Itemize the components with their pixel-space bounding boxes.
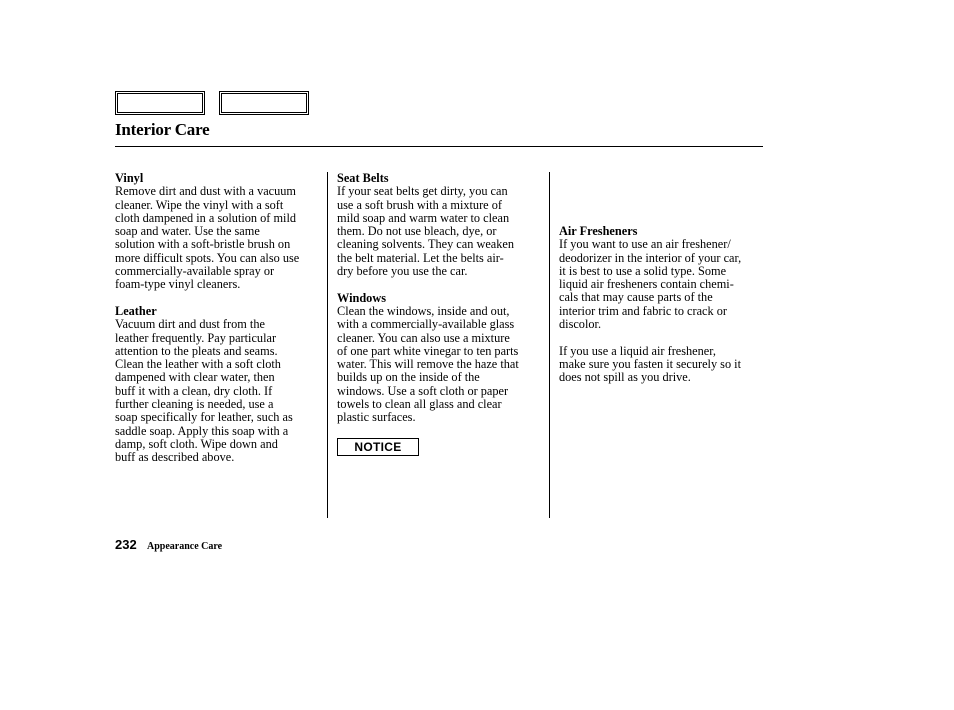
seat-belts-heading: Seat Belts [337, 171, 389, 185]
air-fresheners-body: If you want to use an air freshener/ deodorizer in the interior of your car, it is best to use a solid type. Some liquid air fresheners contain chemi- cals that may cause parts of the interior trim and fabric to crack or discolor. [559, 237, 742, 332]
title-divider [115, 146, 763, 147]
leather-heading: Leather [115, 303, 157, 318]
column-right [559, 225, 765, 385]
windows-heading: Windows [337, 290, 386, 305]
windows-body: Clean the windows, inside and out, with a commercially-available glass cleaner. You can also use a mixture of one part white vinegar to ten parts water. This will remove the haze that builds up on the inside of the windows. Use a soft cloth or paper towels to clean all glass and clear plastic surfaces. [337, 303, 519, 425]
air-fresheners-heading: Air Fresheners [559, 224, 638, 238]
column-middle [337, 172, 543, 425]
section-label: Appearance Care [147, 541, 223, 552]
vinyl-heading: Vinyl [115, 171, 144, 185]
air-fresheners-body-2: If you use a liquid air freshener, make sure you fasten it securely so it does not spill as you drive. [559, 343, 742, 385]
seat-belts-body: If your seat belts get dirty, you can use a soft brush with a mixture of mild soap and warm water to clean them. Do not use bleach, dye, or cleaning solvents. They can weaken the belt material. Let the belts air- dry before you use the car. [337, 184, 514, 279]
page-number: 232 [115, 537, 137, 552]
notice-badge: NOTICE [337, 438, 419, 456]
column-divider-2 [549, 172, 550, 518]
vinyl-body: Remove dirt and dust with a vacuum cleaner. Wipe the vinyl with a soft cloth dampened in a solution of mild soap and water. Use the same solution with a soft-bristle brush on more difficult spots. You can also use commercially-available spray or foam-type vinyl cleaners. [115, 184, 300, 292]
page-title: Interior Care [115, 120, 210, 139]
leather-body: Vacuum dirt and dust from the leather frequently. Pay particular attention to the pleats and seams. Clean the leather with a soft cloth dampened with clear water, then buff it with a clean, dry cloth. If further cleaning is needed, use a soap specifically for leather, such as saddle soap. Apply this soap with a damp, soft cloth. Wipe down and buff as described above. [115, 317, 293, 465]
nav-previous-button[interactable] [115, 91, 205, 115]
column-divider-1 [327, 172, 328, 518]
column-left [115, 172, 321, 465]
nav-next-button[interactable] [219, 91, 309, 115]
